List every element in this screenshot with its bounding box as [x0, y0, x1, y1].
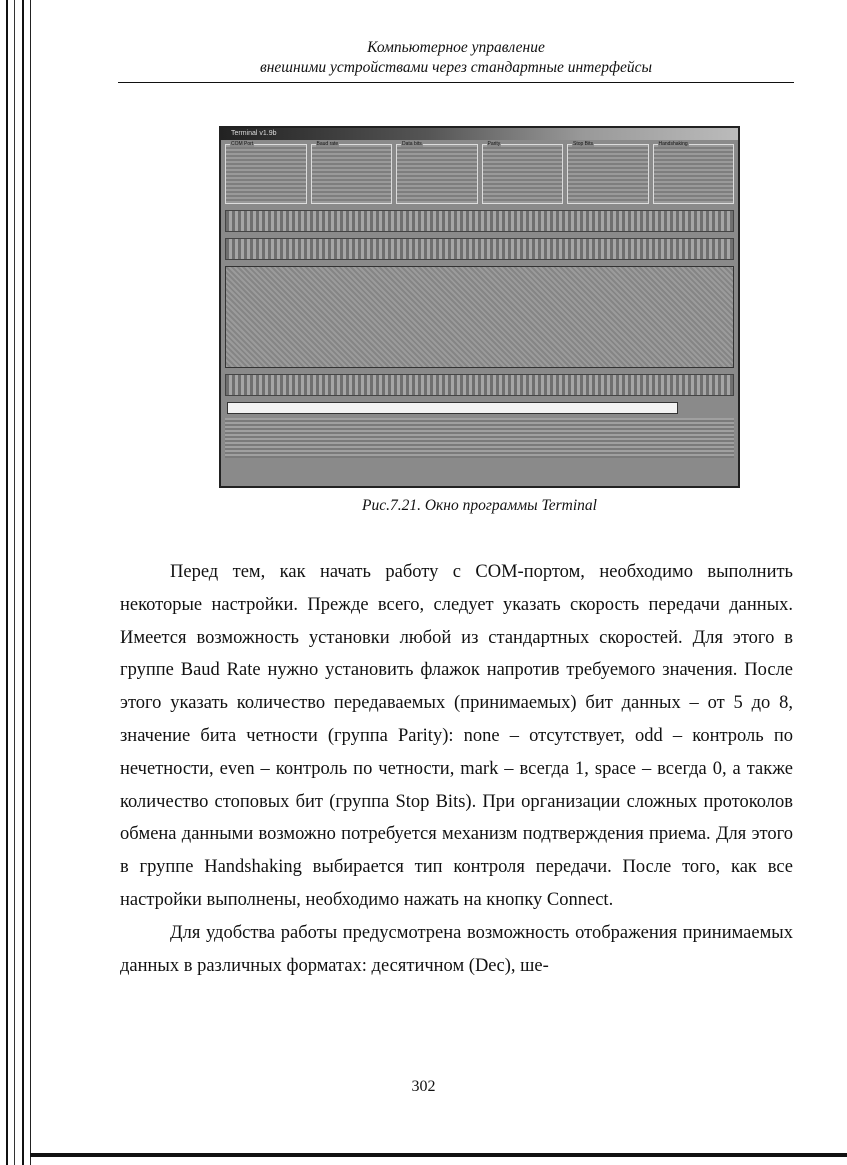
figure-group-stop-bits: Stop Bits [567, 144, 649, 204]
paragraph: Для удобства работы предусмотрена возможность отображения принимаемых данных в различных форматах: десятичном (Dec), ше- [120, 922, 793, 976]
book-spine-shadow [0, 0, 40, 1165]
figure-group-data-bits: Data bits [396, 144, 478, 204]
figure-transmit-input [227, 402, 678, 414]
running-head [118, 38, 794, 78]
header-rule [118, 82, 794, 83]
terminal-window-screenshot [219, 126, 740, 488]
paragraph: Перед тем, как начать работу с COM-портом, необходимо выполнить некоторые настройки. Прежде всего, следует указать скорость передачи данных. Имеется возможность установки любой из стандартных скоростей. Для этого в группе Baud Rate нужно установить флажок напротив требуемого значения. После этого указать количество передаваемых (принимаемых) бит данных – от 5 до 8, значение бита четности (группа Parity): none – отсутствует, odd – контроль по нечетности, even – контроль по четности, mark – всегда 1, space – всегда 0, а также количество стоповых бит (группа Stop Bits). При организации сложных протоколов обмена данными возможно потребуется механизм подтверждения приема. Для этого в группе Handshaking выбирается тип контроля передачи. После того, как все настройки выполнены, необходимо нажать на кнопку Connect. [120, 562, 793, 910]
figure-group-parity: Parity [482, 144, 564, 204]
page-bottom-edge [30, 1137, 847, 1157]
running-head-line-1: Компьютерное управление [367, 39, 545, 56]
figure-caption: Рис.7.21. Окно программы Terminal [362, 497, 597, 514]
figure-group-com-port: COM Port [225, 144, 307, 204]
running-head-line-2: внешними устройствами через стандартные интерфейсы [260, 59, 652, 76]
figure-macro-band [225, 238, 734, 260]
figure-group-handshaking: Handshaking [653, 144, 735, 204]
figure-receive-area [225, 266, 734, 368]
figure-transmit-band [225, 374, 734, 396]
figure-settings-band [225, 210, 734, 232]
figure-bottom-area [225, 418, 734, 458]
figure-window-titlebar: Terminal v1.9b [221, 128, 738, 140]
body-text [120, 556, 793, 982]
figure-group-baud-rate: Baud rate [311, 144, 393, 204]
figure-settings-groups [221, 140, 738, 204]
page-number: 302 [411, 1078, 436, 1095]
